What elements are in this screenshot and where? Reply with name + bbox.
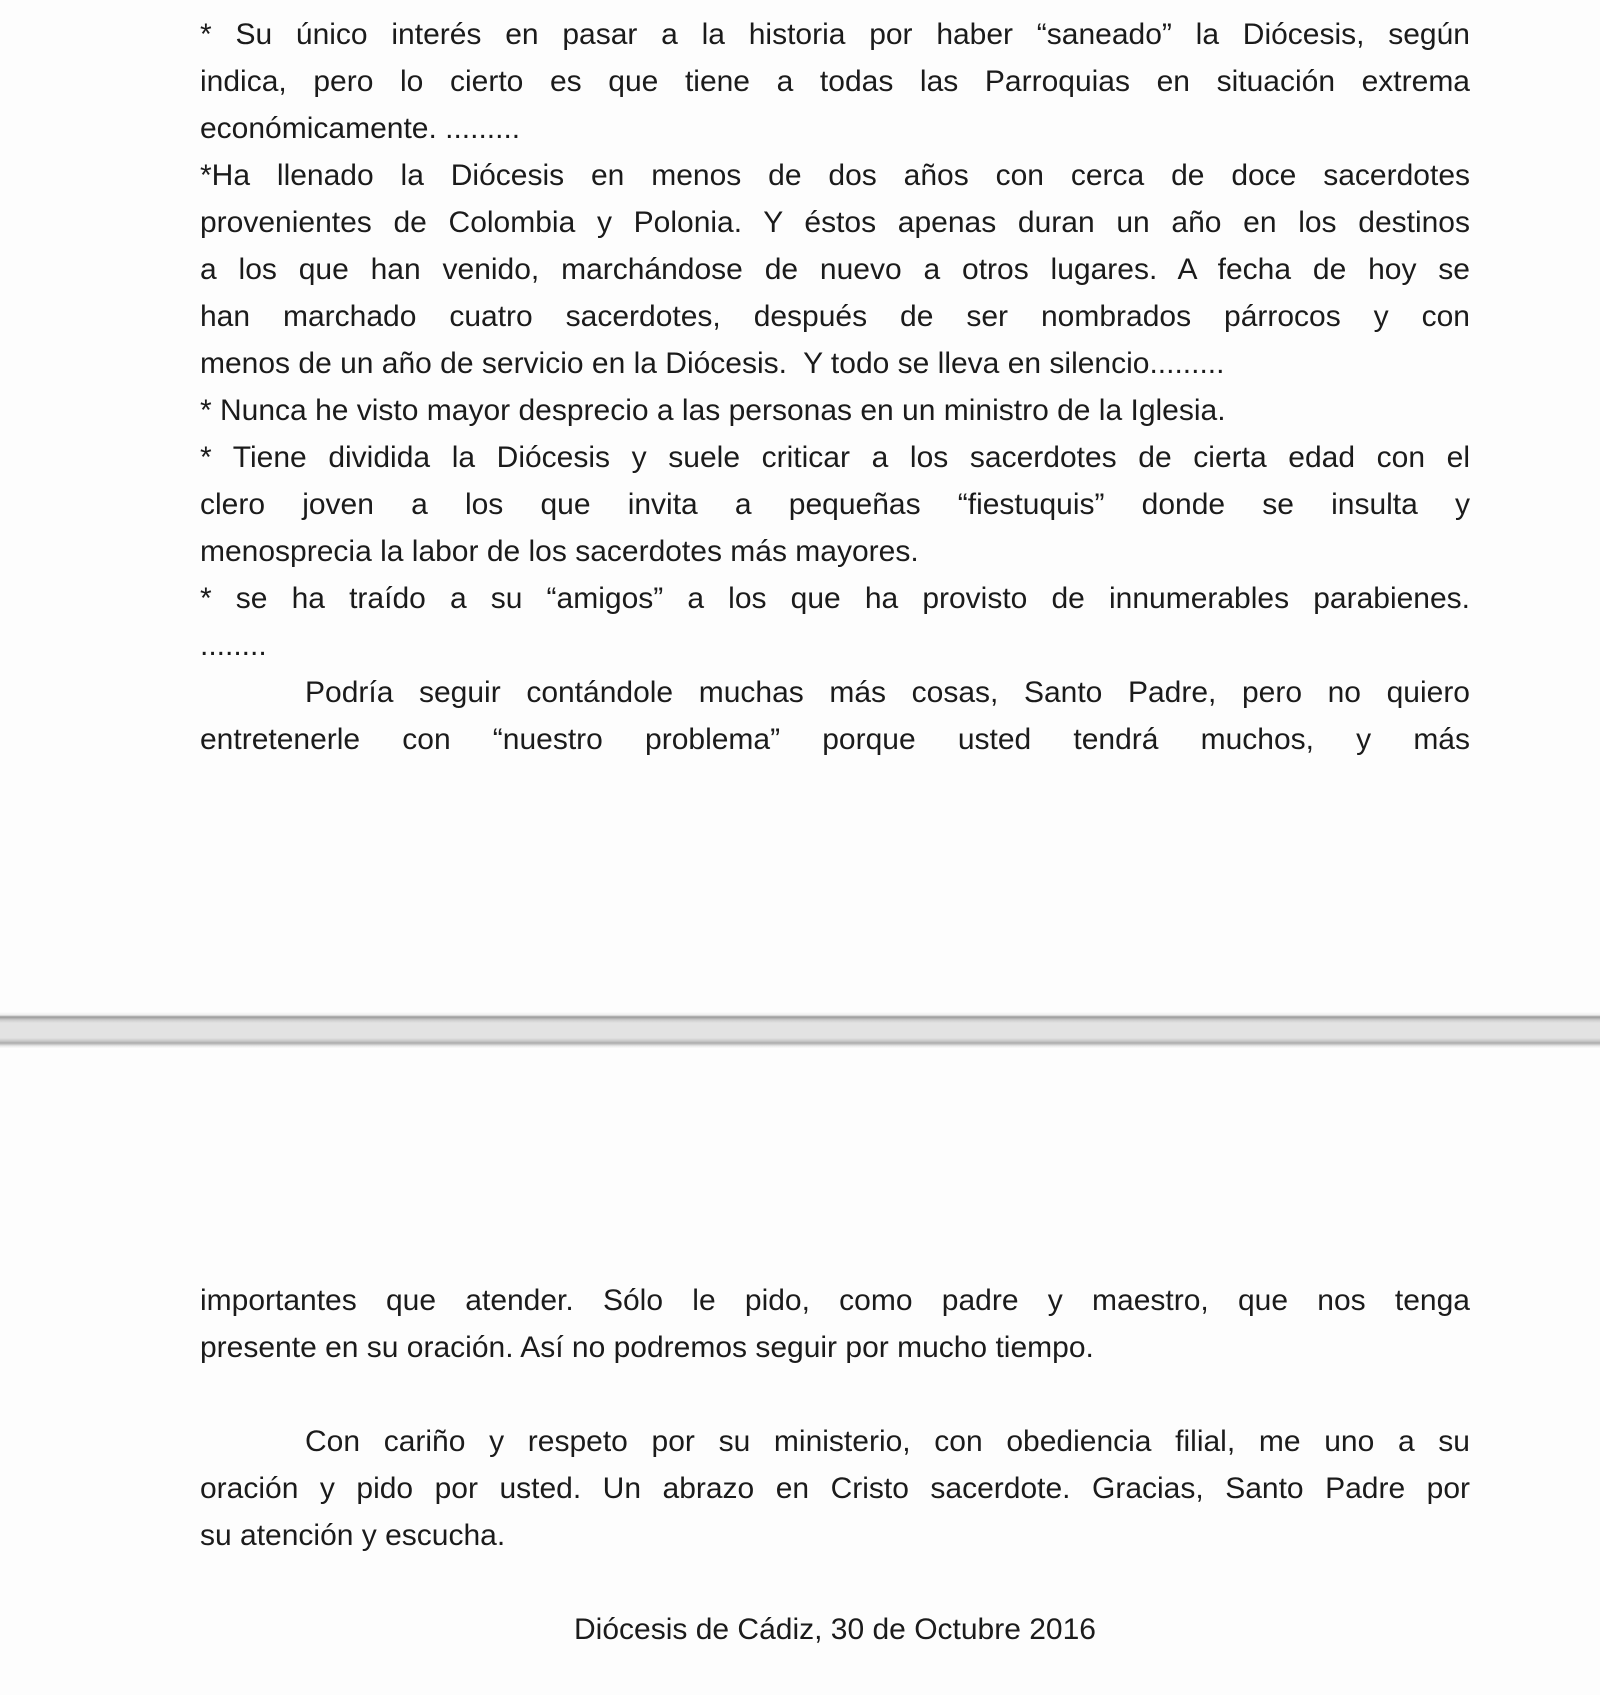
document-line: su atención y escucha. xyxy=(200,1519,506,1552)
document-line: * se ha traído a su “amigos” a los que ha provisto de innumerables parabienes. xyxy=(200,582,1470,615)
document-line: *Ha llenado la Diócesis en menos de dos años con cerca de doce sacerdotes xyxy=(200,159,1470,192)
document-line: Con cariño y respeto por su ministerio, con obediencia filial, me uno a su xyxy=(305,1425,1470,1458)
date-line: Diócesis de Cádiz, 30 de Octubre 2016 xyxy=(574,1613,1096,1646)
document-line: * Tiene dividida la Diócesis y suele criticar a los sacerdotes de cierta edad con el xyxy=(200,441,1470,474)
document-page-2 xyxy=(0,1048,1600,1695)
document-line: presente en su oración. Así no podremos seguir por mucho tiempo. xyxy=(200,1331,1094,1364)
document-line: entretenerle con “nuestro problema” porque usted tendrá muchos, y más xyxy=(200,723,1470,756)
document-line: han marchado cuatro sacerdotes, después de ser nombrados párrocos y con xyxy=(200,300,1470,333)
document-line: a los que han venido, marchándose de nuevo a otros lugares. A fecha de hoy se xyxy=(200,253,1470,286)
document-line: indica, pero lo cierto es que tiene a todas las Parroquias en situación extrema xyxy=(200,65,1470,98)
document-line: provenientes de Colombia y Polonia. Y éstos apenas duran un año en los destinos xyxy=(200,206,1470,239)
document-line: menosprecia la labor de los sacerdotes más mayores. xyxy=(200,535,919,568)
page-break-divider xyxy=(0,1012,1600,1048)
document-line: Podría seguir contándole muchas más cosas, Santo Padre, pero no quiero xyxy=(305,676,1470,709)
document-line: importantes que atender. Sólo le pido, como padre y maestro, que nos tenga xyxy=(200,1284,1470,1317)
document-line: económicamente. ......... xyxy=(200,112,521,145)
document-line: oración y pido por usted. Un abrazo en Cristo sacerdote. Gracias, Santo Padre por xyxy=(200,1472,1470,1505)
document-line: * Nunca he visto mayor desprecio a las personas en un ministro de la Iglesia. xyxy=(200,394,1226,427)
blank-line xyxy=(200,1371,1470,1418)
document-line: * Su único interés en pasar a la historia por haber “saneado” la Diócesis, según xyxy=(200,18,1470,51)
document-line: ........ xyxy=(200,629,267,662)
document-line: menos de un año de servicio en la Diócesis. Y todo se lleva en silencio......... xyxy=(200,347,1225,380)
document-line: clero joven a los que invita a pequeñas “fiestuquis” donde se insulta y xyxy=(200,488,1470,521)
blank-line xyxy=(200,1559,1470,1606)
